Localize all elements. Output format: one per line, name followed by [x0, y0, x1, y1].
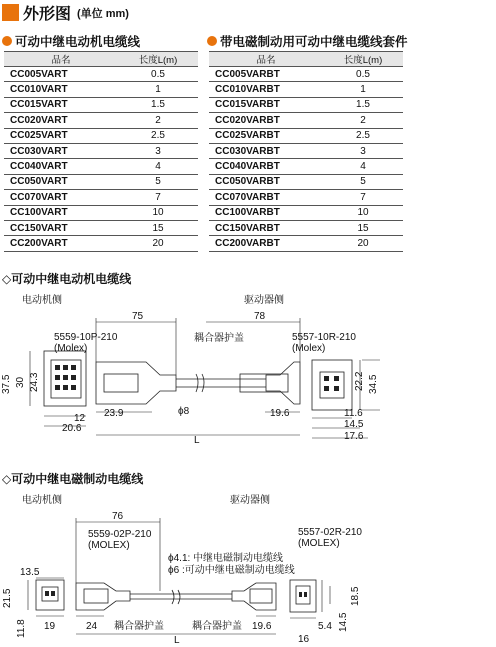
- table-row: CC010VARBT 1: [209, 82, 403, 97]
- bullet-dot-icon: [207, 36, 217, 46]
- dim-78: 78: [254, 311, 266, 322]
- dim-17-6: 17.6: [344, 431, 364, 442]
- drawing2-title: ◇可动中继电磁制动电缆线: [2, 472, 144, 486]
- table-row: CC025VART 2.5: [4, 128, 198, 143]
- dim-34-5: 34.5: [368, 374, 379, 394]
- note-phi4-1: ϕ4.1: 中继电磁制动电缆线: [168, 553, 284, 564]
- right-spec-table: [209, 51, 403, 252]
- right-coupler-body: [232, 583, 276, 610]
- table-row: CC100VART 10: [4, 205, 198, 220]
- label-connector-right: 5557-02R-210: [298, 527, 362, 538]
- dim-18-5: 18.5: [350, 586, 361, 606]
- dim-30: 30: [15, 376, 26, 388]
- drawing1-driver-side-label: 驱动器侧: [244, 295, 284, 306]
- page-header: [2, 1, 129, 24]
- table-row: CC005VARBT 0.5: [209, 67, 403, 82]
- dim-24-3: 24.3: [29, 372, 40, 392]
- dim-22-2: 22.2: [354, 371, 365, 391]
- table-row: CC030VARBT 3: [209, 143, 403, 158]
- dim-19-6: 19.6: [252, 621, 272, 632]
- dim-16: 16: [298, 634, 310, 645]
- label-connector-left: 5559-02P-210: [88, 529, 152, 540]
- drawing2-driver-side-label: 驱动器侧: [230, 495, 270, 506]
- right-end-view-outer: [290, 580, 316, 612]
- table-row: CC050VART 5: [4, 174, 198, 189]
- left-end-view-inner: [42, 587, 58, 601]
- dim-19-6: 19.6: [270, 408, 290, 419]
- dim-76: 76: [112, 511, 124, 522]
- table-row: CC040VARBT 4: [209, 159, 403, 174]
- dim-14-5: 14.5: [344, 419, 364, 430]
- table-row: CC010VART 1: [4, 82, 198, 97]
- left-coupler-body: [96, 362, 176, 404]
- table-row: CC100VARBT 10: [209, 205, 403, 220]
- note-phi6: ϕ6 :可动中继电磁制动电缆线: [168, 565, 295, 576]
- drawing2-motor-side-label: 电动机侧: [22, 495, 62, 506]
- table-row: CC015VART 1.5: [4, 97, 198, 112]
- break-mark-left: [172, 590, 174, 604]
- table-row: CC015VARBT 1.5: [209, 97, 403, 112]
- table-row: CC200VART 20: [4, 236, 198, 251]
- col-header-name: 品名: [4, 52, 118, 67]
- label-coupler-cover-left: 耦合器护盖: [114, 621, 164, 632]
- table-row: CC020VARBT 2: [209, 113, 403, 128]
- label-connector-right-maker: (MOLEX): [298, 538, 340, 549]
- table-row: CC200VARBT 20: [209, 236, 403, 251]
- break-mark-left: [196, 374, 198, 392]
- table-row: CC150VARBT 15: [209, 220, 403, 235]
- right-end-view-inner: [320, 372, 344, 398]
- break-mark-right: [178, 590, 180, 604]
- label-connector-left-maker: (Molex): [54, 343, 88, 354]
- left-connector-plug: [104, 374, 138, 392]
- right-end-view-outer: [312, 360, 352, 410]
- right-table-title: [207, 32, 408, 50]
- unit-note: (单位 mm): [77, 7, 129, 20]
- drawing1-title: ◇可动中继电动机电缆线: [2, 272, 132, 286]
- table-row: CC005VART 0.5: [4, 67, 198, 82]
- col-header-length: 长度L(m): [323, 52, 403, 67]
- dim-19: 19: [44, 621, 56, 632]
- drawing2-svg: [0, 505, 496, 647]
- drawing1-svg: [0, 300, 496, 460]
- dim-13-5: 13.5: [20, 567, 40, 578]
- label-connector-left: 5559-10P-210: [54, 332, 118, 343]
- label-connector-right-maker: (Molex): [292, 343, 326, 354]
- table-row: CC150VART 15: [4, 220, 198, 235]
- col-header-name: 品名: [209, 52, 323, 67]
- bullet-dot-icon: [2, 36, 12, 46]
- table-row: CC020VART 2: [4, 113, 198, 128]
- label-connector-right: 5557-10R-210: [292, 332, 356, 343]
- dim-20-6: 20.6: [62, 423, 82, 434]
- left-table-title-text: 可动中继电动机电缆线: [15, 35, 141, 49]
- dim-L: L: [194, 435, 200, 446]
- table-row: CC030VART 3: [4, 143, 198, 158]
- col-header-length: 长度L(m): [118, 52, 198, 67]
- right-end-view-inner: [296, 586, 310, 604]
- dim-37-5: 37.5: [1, 374, 12, 394]
- left-spec-table: [4, 51, 198, 252]
- dim-12: 12: [74, 413, 86, 424]
- label-coupler-cover: 耦合器护盖: [194, 333, 244, 344]
- dim-75: 75: [132, 311, 144, 322]
- dim-24: 24: [86, 621, 98, 632]
- page-title: 外形图: [23, 6, 72, 23]
- dim-14-5: 14.5: [338, 612, 349, 632]
- table-row: CC050VARBT 5: [209, 174, 403, 189]
- right-connector-socket: [240, 374, 288, 392]
- table-row: CC040VART 4: [4, 159, 198, 174]
- dim-L: L: [174, 635, 180, 646]
- dim-23-9: 23.9: [104, 408, 124, 419]
- table-row: CC025VARBT 2.5: [209, 128, 403, 143]
- orange-square-icon: [2, 4, 19, 21]
- table-row: CC070VARBT 7: [209, 190, 403, 205]
- label-connector-left-maker: (MOLEX): [88, 540, 130, 551]
- label-coupler-cover-right: 耦合器护盖: [192, 621, 242, 632]
- right-coupler-body: [266, 362, 300, 404]
- left-table-title: [2, 32, 140, 50]
- dim-11-6: 11.6: [344, 408, 363, 419]
- dim-21-5: 21.5: [2, 588, 13, 608]
- dim-11-8: 11.8: [16, 619, 27, 638]
- dim-5-4: 5.4: [318, 621, 332, 632]
- right-connector-socket: [250, 589, 272, 603]
- break-mark-right: [202, 374, 204, 392]
- drawing1-motor-side-label: 电动机侧: [22, 295, 62, 306]
- dim-phi8: ϕ8: [178, 406, 190, 417]
- left-connector-plug: [84, 589, 108, 603]
- right-table-title-text: 带电磁制动用可动中继电缆线套件: [220, 35, 408, 49]
- table-row: CC070VART 7: [4, 190, 198, 205]
- left-end-view-outer: [36, 580, 64, 610]
